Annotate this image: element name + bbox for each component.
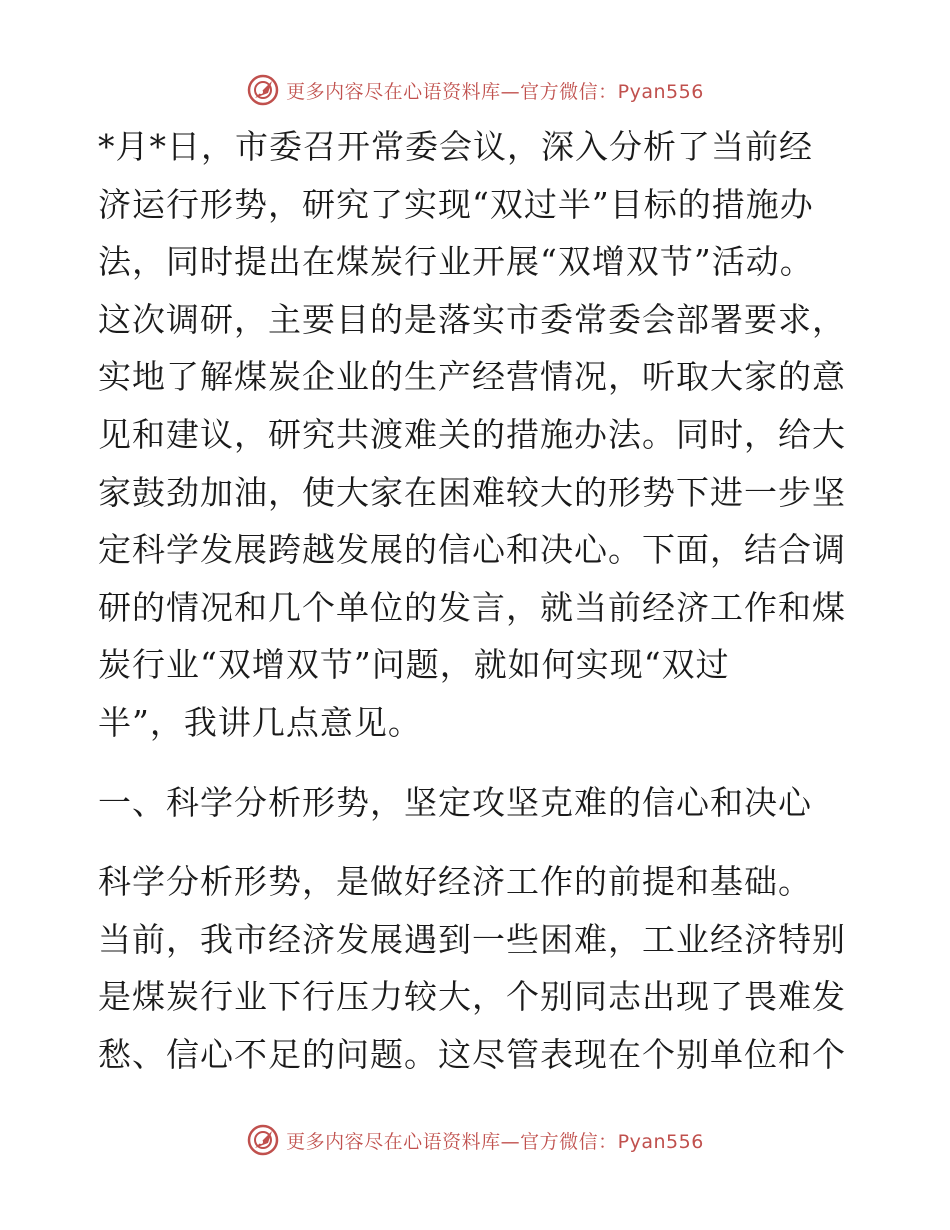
text-line: 研的情况和几个单位的发言，就当前经济工作和煤 [98, 587, 846, 627]
paragraph-1 [98, 118, 858, 752]
text-line: 济运行形势，研究了实现“双过半”目标的措施办 [98, 184, 814, 224]
banner-text: 更多内容尽在心语资料库—官方微信：Pyan556 [286, 1130, 704, 1153]
quill-logo-icon [246, 73, 280, 107]
text-line: 见和建议，研究共渡难关的措施办法。同时，给大 [98, 414, 846, 454]
section-heading: 一、科学分析形势，坚定攻坚克难的信心和决心 [98, 782, 812, 822]
footer-banner [0, 1120, 950, 1160]
text-line: 这次调研，主要目的是落实市委常委会部署要求， [98, 299, 846, 339]
text-line: 愁、信心不足的问题。这尽管表现在个别单位和个 [98, 1034, 846, 1074]
header-banner [0, 70, 950, 110]
text-line: 法，同时提出在煤炭行业开展“双增双节”活动。 [98, 242, 814, 282]
text-line: 炭行业“双增双节”问题，就如何实现“双过 [98, 645, 730, 685]
document-body [98, 118, 858, 1084]
paragraph-2 [98, 853, 858, 1083]
text-line: 是煤炭行业下行压力较大，个别同志出现了畏难发 [98, 977, 846, 1017]
text-line: 定科学发展跨越发展的信心和决心。下面，结合调 [98, 530, 846, 570]
text-line: 科学分析形势，是做好经济工作的前提和基础。 [98, 862, 812, 902]
banner-text: 更多内容尽在心语资料库—官方微信：Pyan556 [286, 80, 704, 103]
text-line: 实地了解煤炭企业的生产经营情况，听取大家的意 [98, 357, 846, 397]
text-line: 家鼓劲加油，使大家在困难较大的形势下进一步坚 [98, 472, 846, 512]
text-line: 半”，我讲几点意见。 [98, 702, 422, 742]
text-line: 当前，我市经济发展遇到一些困难，工业经济特别 [98, 919, 846, 959]
text-line: *月*日，市委召开常委会议，深入分析了当前经 [98, 127, 813, 166]
quill-logo-icon [246, 1123, 280, 1157]
